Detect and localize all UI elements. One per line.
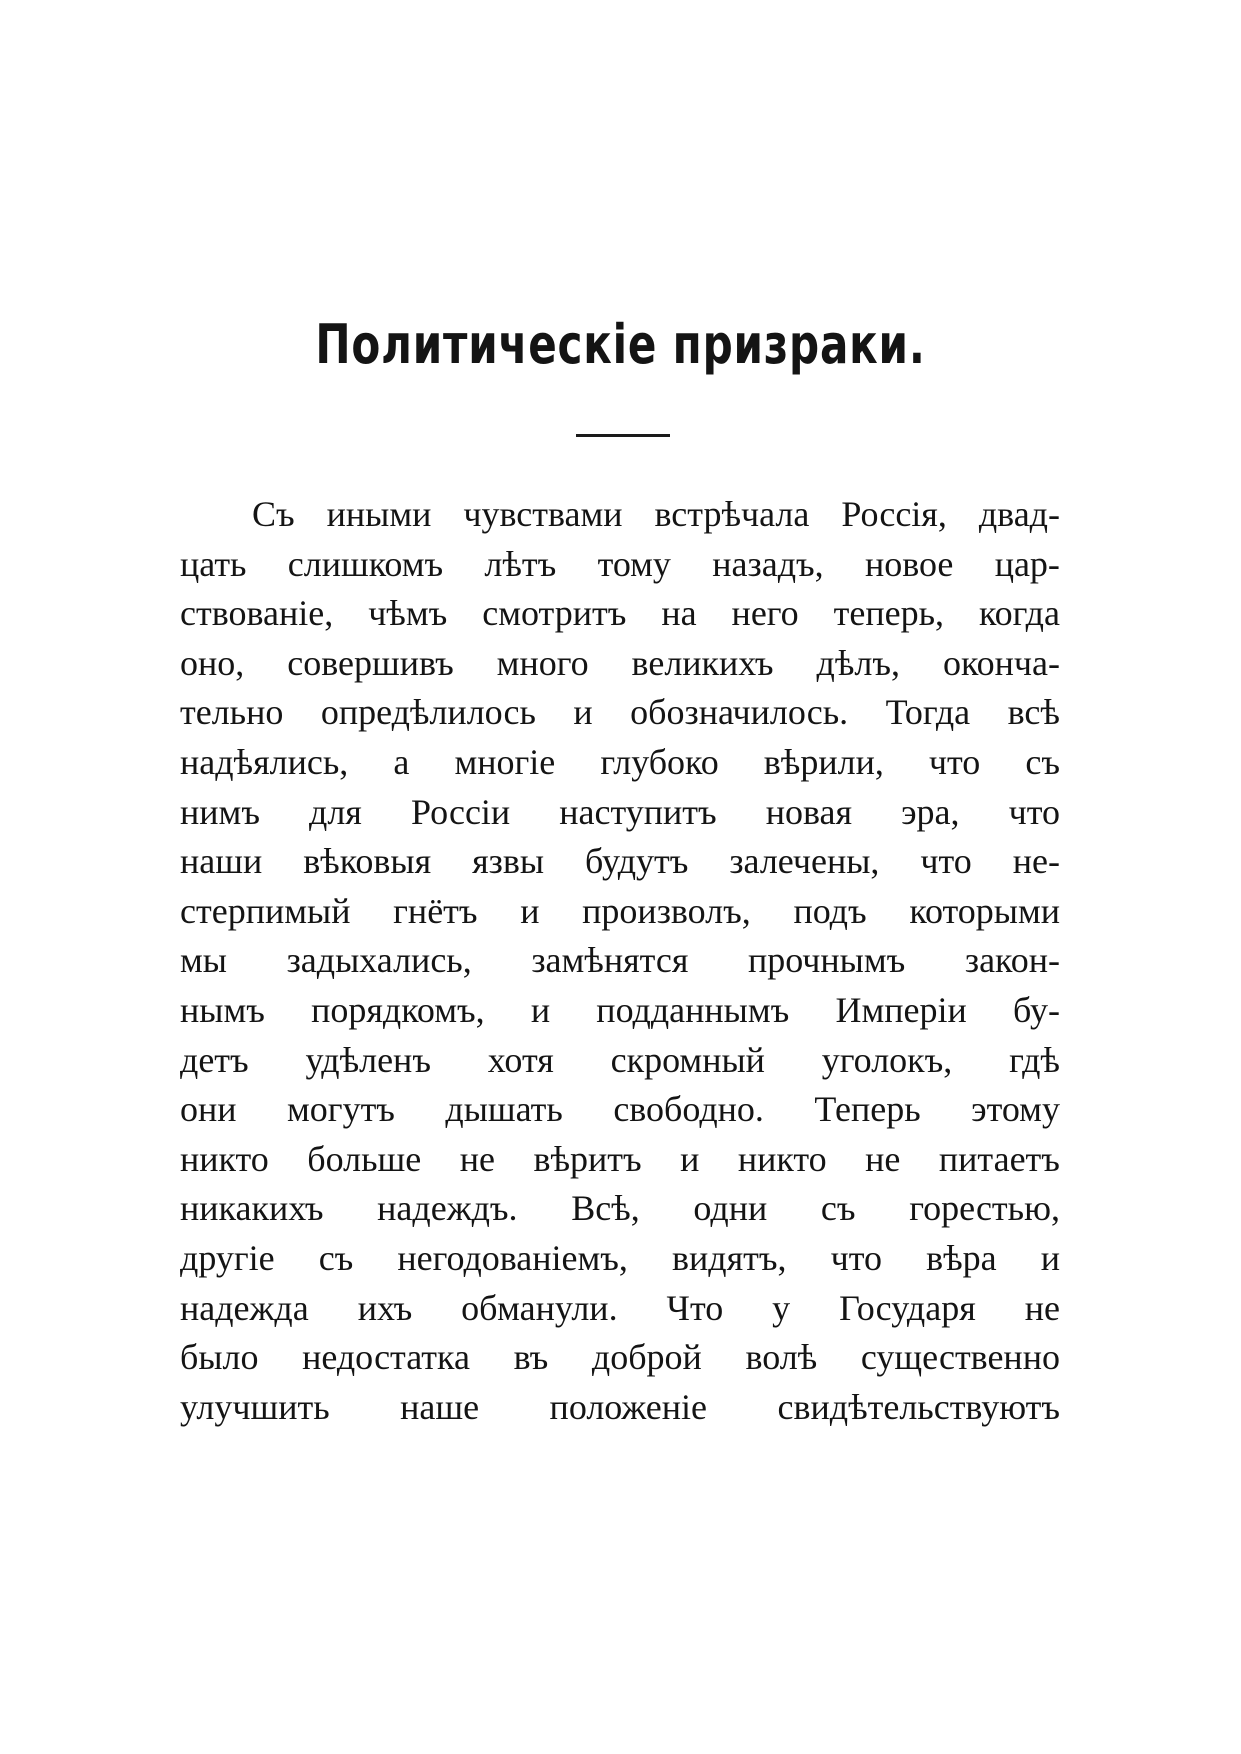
word: съ [1025, 741, 1060, 782]
word: Теперь [814, 1089, 921, 1130]
word: горестью, [909, 1188, 1060, 1229]
word: что [830, 1237, 882, 1278]
word: дышать [445, 1089, 563, 1130]
word: никакихъ [180, 1188, 324, 1229]
word: двад- [978, 494, 1060, 534]
text-line [180, 1135, 1060, 1185]
word: они [180, 1089, 237, 1130]
word: великихъ [631, 642, 774, 683]
word: могутъ [287, 1089, 395, 1130]
word: совершивъ [287, 642, 454, 683]
word: бу- [1013, 989, 1060, 1030]
word: для [309, 791, 362, 832]
word: не [1024, 1287, 1060, 1328]
word: видятъ, [672, 1237, 787, 1278]
word: скромный [610, 1039, 765, 1080]
text-line [180, 1383, 1060, 1433]
word: питаетъ [938, 1138, 1060, 1179]
word: обманули. [461, 1287, 618, 1328]
text-line [180, 589, 1060, 639]
word: удѣленъ [305, 1039, 431, 1080]
word: надежда [180, 1287, 309, 1328]
word: тельно [180, 692, 284, 733]
word: тому [597, 543, 671, 584]
word: ихъ [357, 1287, 413, 1328]
word: слишкомъ [287, 543, 444, 584]
word: было [180, 1337, 259, 1378]
text-line [180, 936, 1060, 986]
word: не [865, 1138, 901, 1179]
word: Тогда [885, 692, 971, 733]
word: новая [765, 791, 853, 832]
word: существенно [860, 1337, 1060, 1378]
word: этому [971, 1089, 1060, 1130]
word: доброй [591, 1337, 702, 1378]
page-title: Политическіе призраки. [315, 313, 926, 376]
word: оконча- [942, 642, 1060, 683]
word: смотритъ [482, 593, 627, 634]
word: нымъ [180, 989, 265, 1030]
word: не- [1012, 841, 1060, 882]
word: нимъ [180, 791, 260, 832]
text-line [180, 1184, 1060, 1234]
word: наше [400, 1386, 480, 1427]
word: вѣрили, [763, 741, 884, 782]
word: Россія, [841, 494, 947, 534]
text-line [180, 490, 1060, 540]
word: хотя [487, 1039, 554, 1080]
word: наступитъ [559, 791, 717, 832]
text-line [180, 788, 1060, 838]
word: теперь, [833, 593, 945, 634]
word: вѣритъ [533, 1138, 642, 1179]
word: негодованіемъ, [397, 1237, 628, 1278]
word: и [530, 989, 551, 1030]
word: много [496, 642, 589, 683]
word: гнётъ [393, 890, 478, 931]
text-line [180, 986, 1060, 1036]
word: свободно. [613, 1089, 764, 1130]
word: встрѣчала [654, 494, 810, 534]
word: порядкомъ, [311, 989, 485, 1030]
word: а [393, 741, 410, 782]
word: волѣ [745, 1337, 818, 1378]
text-line [180, 1333, 1060, 1383]
word: когда [979, 593, 1060, 634]
text-line [180, 1036, 1060, 1086]
text-line [180, 1085, 1060, 1135]
word: что [928, 741, 981, 782]
word: подданнымъ [596, 989, 790, 1030]
word: цар- [994, 543, 1060, 584]
word: Россіи [410, 791, 511, 832]
word: задыхались, [286, 940, 472, 981]
word: и [520, 890, 540, 931]
word: новое [864, 543, 954, 584]
word: вѣра [926, 1237, 997, 1278]
word: всѣ [1007, 692, 1060, 733]
word: произволъ, [582, 890, 751, 931]
word: Что [666, 1287, 724, 1328]
word: опредѣлилось [320, 692, 536, 733]
word: больше [307, 1138, 422, 1179]
word: мы [180, 940, 227, 981]
word: обозначилось. [630, 692, 849, 733]
word: съ [820, 1188, 856, 1229]
word: никто [737, 1138, 827, 1179]
word: и [1040, 1237, 1060, 1278]
word: въ [513, 1337, 549, 1378]
word: съ [318, 1237, 354, 1278]
word: подъ [793, 890, 867, 931]
word: залечены, [729, 841, 880, 882]
word: никто [180, 1138, 269, 1179]
word: чѣмъ [368, 593, 448, 634]
text-line [180, 837, 1060, 887]
word: наши [180, 841, 263, 882]
word: и [680, 1138, 700, 1179]
word: ствованіе, [180, 593, 334, 634]
word: будутъ [585, 841, 689, 882]
word: Имперіи [835, 989, 967, 1030]
word: назадъ, [712, 543, 824, 584]
word: свидѣтельствуютъ [777, 1386, 1060, 1427]
word: иными [326, 494, 432, 534]
word: другіе [180, 1237, 275, 1278]
word: оно, [180, 642, 245, 683]
word: лѣтъ [484, 543, 557, 584]
word: уголокъ, [821, 1039, 953, 1080]
word: замѣнятся [531, 940, 689, 981]
text-line [180, 1284, 1060, 1334]
text-line [180, 639, 1060, 689]
word: что [920, 841, 972, 882]
word: улучшить [180, 1386, 330, 1427]
word: недостатка [302, 1337, 470, 1378]
word: одни [693, 1188, 768, 1229]
body-paragraph [180, 490, 1060, 1432]
word: что [1008, 791, 1060, 832]
word: вѣковыя [303, 841, 432, 882]
word: гдѣ [1009, 1039, 1060, 1080]
word: дѣлъ, [816, 642, 900, 683]
word: Съ [252, 494, 295, 534]
word: многіе [454, 741, 556, 782]
text-line [180, 887, 1060, 937]
word: у [772, 1287, 791, 1328]
word: и [573, 692, 593, 733]
word: положеніе [549, 1386, 708, 1427]
word: глубоко [600, 741, 719, 782]
word: не [459, 1138, 495, 1179]
word: на [661, 593, 697, 634]
word: детъ [180, 1039, 249, 1080]
word: эра, [901, 791, 960, 832]
word: надѣялись, [180, 741, 349, 782]
word: которыми [909, 890, 1060, 931]
text-line [180, 1234, 1060, 1284]
word: него [731, 593, 799, 634]
text-line [180, 738, 1060, 788]
word: закон- [964, 940, 1060, 981]
word: чувствами [463, 494, 623, 534]
word: Государя [839, 1287, 976, 1328]
word: язвы [472, 841, 545, 882]
word: стерпимый [180, 890, 351, 931]
word: Всѣ, [571, 1188, 640, 1229]
text-line [180, 540, 1060, 590]
word: прочнымъ [747, 940, 906, 981]
word: цать [180, 543, 247, 584]
title-divider [576, 434, 670, 437]
text-line [180, 688, 1060, 738]
word: надеждъ. [377, 1188, 518, 1229]
